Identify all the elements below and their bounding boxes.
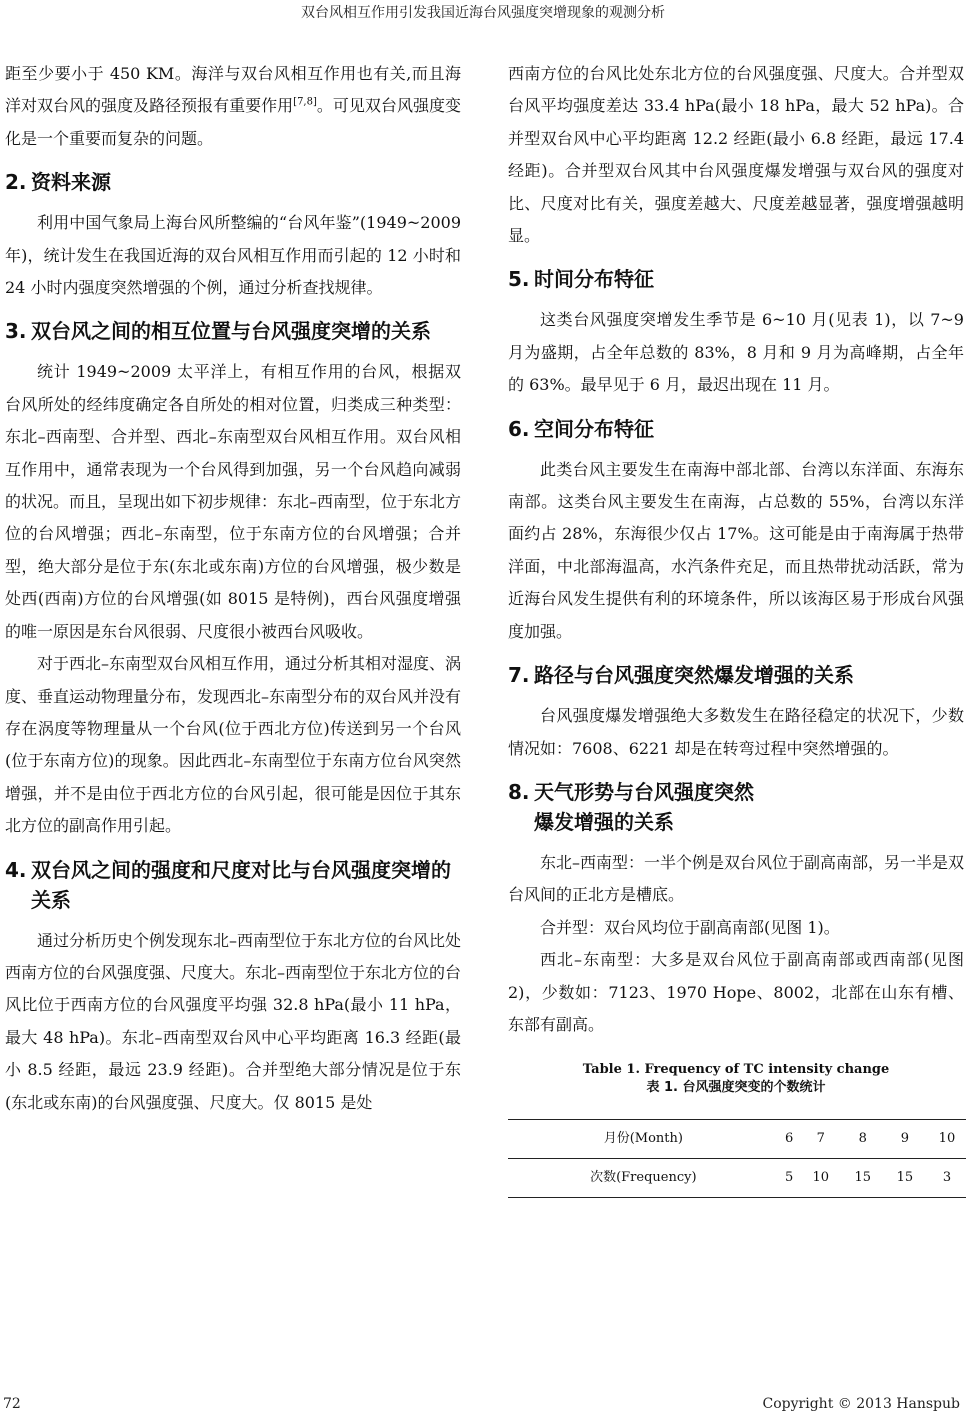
section-title: 双台风之间的相互位置与台风强度突增的关系	[31, 319, 431, 344]
section-title-line-1: 天气形势与台风强度突然	[534, 779, 754, 804]
intro-text-end: 。可见双台风强度变化是一个重要而复杂的问题。	[5, 96, 461, 148]
section-heading-4	[5, 855, 461, 915]
paragraph: 西北–东南型：大多是双台风位于副高南部或西南部(见图 2)，少数如：7123、1970 Hope、8002，北部在山东有槽、东部有副高。	[508, 950, 964, 1034]
paragraph-continued: 西南方位的台风比处东北方位的台风强度强、尺度大。合并型双台风平均强度差达 33.4 hPa(最小 18 hPa，最大 52 hPa)。合并型双台风中心平均距离 12.2 经距(最小 6.8 经距，最远 17.4 经距)。合并型双台风其中台风强度爆发增强与双台风的强度对比、尺度对比有关，强度差越大、尺度差越显著，强度增强越明显。	[508, 64, 964, 246]
paragraph: 东北–西南型：一半个例是双台风位于副高南部，另一半是双台风间的正北方是槽底。	[508, 852, 965, 905]
paragraph: 通过分析历史个例发现东北–西南型位于东北方位的台风比处西南方位的台风强度强、尺度大。东北–西南型位于东北方位的台风比位于西南方位的台风强度平均强 32.8 hPa(最小 11 hPa，最大 48 hPa)。东北–西南型双台风中心平均距离 16.3 经距(最小 8.5 经距，最远 23.9 经距)。合并型绝大部分情况是位于东(东北或东南)的台风强度强、尺度大。仅 8015 是处	[5, 930, 462, 1112]
table-caption-zh: 表 1. 台风强度突变的个数统计	[646, 1080, 826, 1096]
table-caption	[508, 1061, 964, 1097]
section-number: 7.	[508, 663, 530, 688]
section-title-line-2: 爆发增强的关系	[534, 809, 674, 834]
table-cell: 15	[884, 1159, 926, 1198]
section-number: 8.	[508, 779, 530, 804]
section-number: 6.	[508, 416, 530, 441]
paragraph: 利用中国气象局上海台风所整编的“台风年鉴”(1949~2009 年)，统计发生在我国近海的双台风相互作用而引起的 12 小时和 24 小时内强度突然增强的个例，通过分析查找规律。	[5, 213, 461, 298]
paragraph: 合并型：双台风均位于副高南部(见图 1)。	[540, 917, 840, 937]
table-row-month	[508, 1120, 966, 1159]
paragraph: 这类台风强度突增发生季节是 6~10 月(见表 1)，以 7~9 月为盛期，占全年总数的 83%，8 月和 9 月为高峰期，占全年的 63%。最早见于 6 月，最迟出现在 11 月。	[508, 310, 964, 395]
table-cell: 9	[884, 1120, 926, 1159]
table-cell: 5	[779, 1159, 800, 1198]
row-label: 月份(Month)	[508, 1120, 779, 1159]
table-caption-en: Table 1. Frequency of TC intensity change	[582, 1062, 890, 1078]
section-title: 双台风之间的强度和尺度对比与台风强度突增的关系	[31, 857, 451, 912]
section-title: 空间分布特征	[534, 416, 654, 441]
paragraph: 对于西北–东南型双台风相互作用，通过分析其相对湿度、涡度、垂直运动物理量分布，发现西北–东南型分布的双台风并没有存在涡度等物理量从一个台风(位于西北方位)传送到另一个台风(位于东南方位)的现象。因此西北–东南型位于东南方位台风突然增强，并不是由位于西北方位的台风引起，很可能是因位于其东北方位的副高作用引起。	[5, 654, 462, 836]
section-heading-7	[508, 660, 964, 690]
intro-text: 距至少要小于 450 KM。海洋与双台风相互作用也有关,而且海洋对双台风的强度及路径预报有重要作用	[5, 64, 461, 116]
section-number: 2.	[5, 170, 27, 195]
section-title: 资料来源	[31, 170, 111, 195]
section-number: 3.	[5, 319, 27, 344]
citation-ref[interactable]: [7,8]	[293, 97, 317, 109]
paragraph-intro-continued	[5, 58, 461, 155]
section-heading-5	[508, 264, 964, 294]
section-number: 5.	[508, 267, 530, 292]
page-number: 72	[3, 1396, 21, 1412]
table-cell: 15	[842, 1159, 884, 1198]
table-cell: 7	[800, 1120, 842, 1159]
paragraph: 统计 1949~2009 太平洋上，有相互作用的台风，根据双台风所处的经纬度确定各自所处的相对位置，归类成三种类型：东北–西南型、合并型、西北–东南型双台风相互作用。双台风相互作用中，通常表现为一个台风得到加强，另一个台风趋向减弱的状况。而且，呈现出如下初步规律：东北–西南型，位于东北方位的台风增强；西北–东南型，位于东南方位的台风增强；合并型，绝大部分是位于东(东北或东南)方位的台风增强，极少数是处西(西南)方位的台风增强(如 8015 是特例)，西台风强度增强的唯一原因是东台风很弱、尺度很小被西台风吸收。	[5, 362, 462, 641]
section-title: 时间分布特征	[534, 267, 654, 292]
section-heading-6	[508, 414, 964, 444]
table-cell: 6	[779, 1120, 800, 1159]
paragraph: 台风强度爆发增强绝大多数发生在路径稳定的状况下，少数情况如：7608、6221 却是在转弯过程中突然增强的。	[508, 706, 964, 758]
right-column	[508, 58, 964, 1198]
table-cell: 10	[800, 1159, 842, 1198]
table-cell: 3	[926, 1159, 966, 1198]
section-number: 4.	[5, 857, 27, 882]
table-row-frequency	[508, 1159, 966, 1198]
section-heading-8	[508, 777, 964, 837]
section-heading-2	[5, 167, 461, 197]
frequency-table	[508, 1119, 966, 1198]
running-head: 双台风相互作用引发我国近海台风强度突增现象的观测分析	[301, 5, 665, 21]
paragraph: 此类台风主要发生在南海中部北部、台湾以东洋面、东海东南部。这类台风主要发生在南海，占总数的 55%，台湾以东洋面约占 28%，东海很少仅占 17%。这可能是由于南海属于热带洋面，中北部海温高，水汽条件充足，而且热带扰动活跃，常为近海台风发生提供有利的环境条件，所以该海区易于形成台风强度加强。	[508, 459, 964, 641]
table-cell: 10	[926, 1120, 966, 1159]
left-column	[5, 58, 461, 1119]
section-heading-3	[5, 316, 461, 346]
copyright-notice: Copyright © 2013 Hanspub	[762, 1396, 960, 1412]
row-label: 次数(Frequency)	[508, 1159, 779, 1198]
section-title: 路径与台风强度突然爆发增强的关系	[534, 663, 854, 688]
section-title	[534, 777, 964, 837]
table-cell: 8	[842, 1120, 884, 1159]
